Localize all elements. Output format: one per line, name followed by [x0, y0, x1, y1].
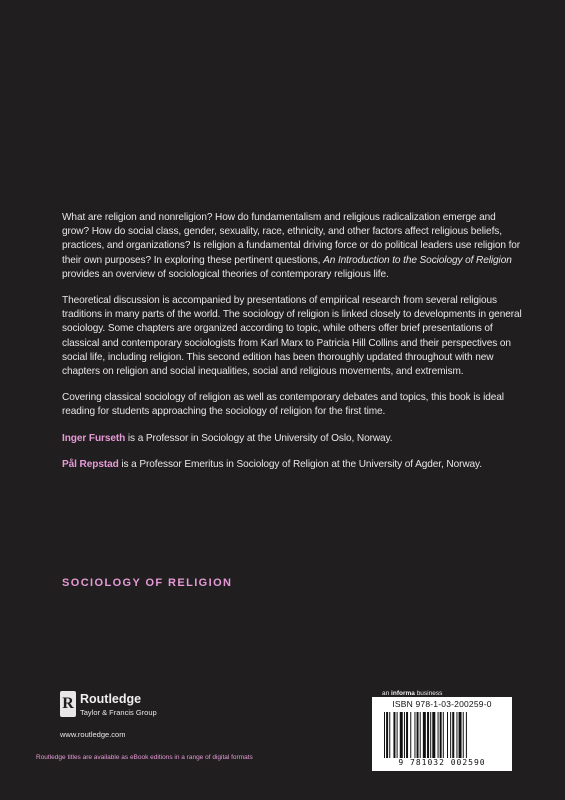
barcode-block: [372, 697, 512, 771]
author-name: Inger Furseth: [62, 432, 126, 444]
blurb-paragraph-1: What are religion and nonreligion? How do fundamentalism and religious radicalization emerge and grow? How do social class, gender, sexuality, race, ethnicity, and other factors affect religious beliefs, practices, and organizations? Is religion a fundamental driving force or do political leaders use religion for their own purposes? In exploring these pertinent questions, An Introduction to the Sociology of Religion provides an overview of sociological theories of contemporary religious life.: [62, 212, 521, 280]
barcode-number: 9 781032 002590: [398, 758, 486, 767]
author-bio-2: Pål Repstad is a Professor Emeritus in Sociology of Religion at the University of Agder, Norway.: [62, 458, 482, 470]
back-cover-blurb: [62, 211, 524, 484]
informa-business-tag: an informa business: [382, 690, 443, 697]
ebook-note: Routledge titles are available as eBook editions in a range of digital formats: [36, 754, 253, 761]
publisher-name: Routledge: [80, 692, 142, 706]
routledge-logo-icon: R: [60, 691, 76, 717]
blurb-paragraph-3: Covering classical sociology of religion as well as contemporary debates and topics, this book is ideal reading for students approaching the sociology of religion for the first time.: [62, 392, 504, 418]
blurb-paragraph-2: Theoretical discussion is accompanied by presentations of empirical research from several religious traditions in many parts of the world. The sociology of religion is linked closely to developments in general sociology. Some chapters are organized according to topic, while others offer brief presentations of classical and contemporary sociologists from Karl Marx to Patricia Hill Collins and their perspectives on social life, including religion. This second edition has been thoroughly updated throughout with new chapters on religion and social inequalities, social and religious movements, and extremism.: [62, 295, 522, 378]
barcode-icon: [384, 712, 500, 758]
publisher-website: www.routledge.com: [60, 730, 126, 739]
isbn-text: ISBN 978-1-03-200259-0: [392, 699, 492, 709]
publisher-group: Taylor & Francis Group: [80, 708, 157, 717]
author-name: Pål Repstad: [62, 458, 119, 470]
series-name: SOCIOLOGY OF RELIGION: [62, 577, 233, 589]
author-bio-1: Inger Furseth is a Professor in Sociology at the University of Oslo, Norway.: [62, 432, 393, 444]
book-title-inline: An Introduction to the Sociology of Religion: [323, 254, 512, 266]
